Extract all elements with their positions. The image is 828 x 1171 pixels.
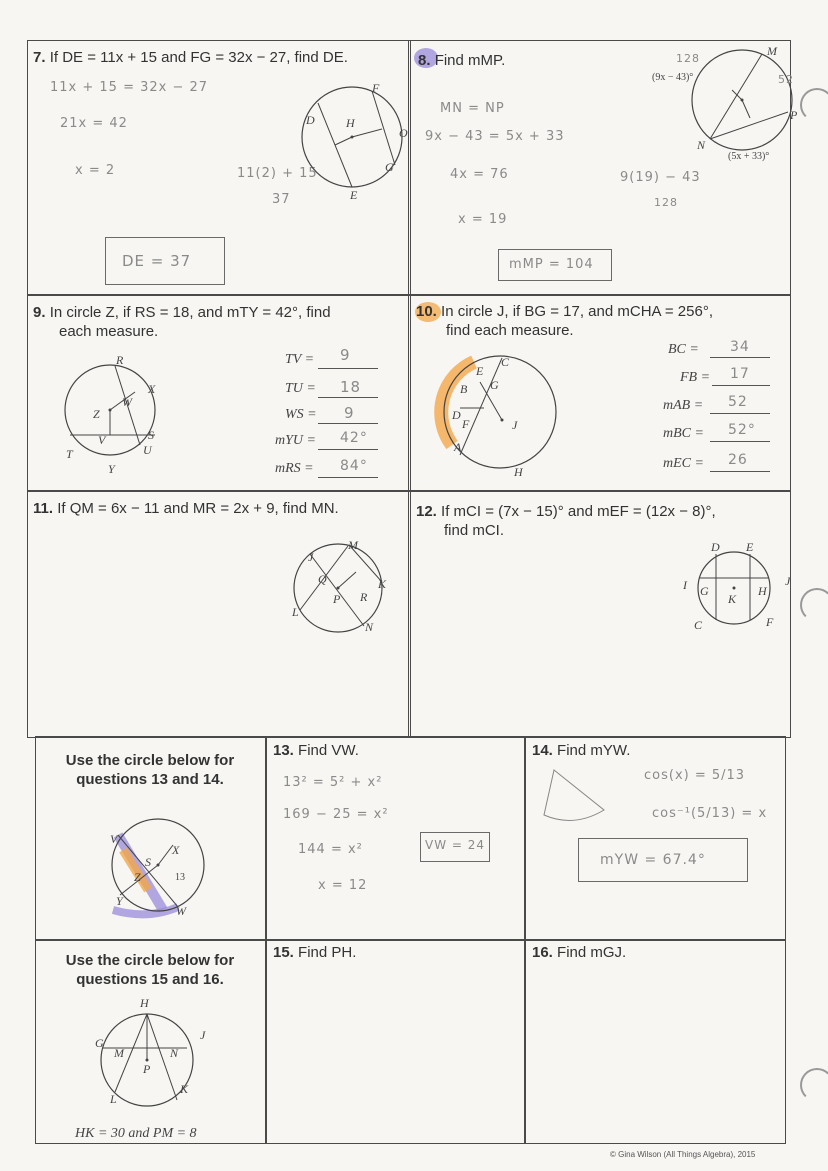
q15-label-k: K — [180, 1082, 189, 1096]
q16-number: 16. — [532, 944, 553, 961]
q9-row-4-label: mYU = — [275, 433, 316, 448]
q7-label-e: E — [350, 188, 358, 202]
q10-row-5-label: mEC = — [663, 456, 704, 471]
q7-work-4: 11(2) + 15 — [237, 166, 318, 181]
q8-answer: mMP = 104 — [509, 257, 594, 272]
q14-prompt — [532, 741, 630, 760]
q8-label-arc1: (9x − 43)° — [652, 72, 694, 83]
q9-text-2: each measure. — [59, 323, 159, 340]
q9-row-4-answer: 42° — [340, 430, 368, 446]
q8-work-1: MN = NP — [440, 101, 505, 116]
q7-text: If DE = 11x + 15 and FG = 32x − 27, find DE. — [49, 49, 348, 66]
q10-row-5-line — [710, 471, 770, 472]
q8-text: Find mMP. — [434, 52, 506, 69]
q9-label-u: U — [143, 443, 152, 457]
q11-number: 11. — [33, 500, 54, 517]
q8-label-n: N — [697, 138, 706, 152]
q9-label-r: R — [116, 353, 124, 367]
q13-work-4: x = 12 — [318, 878, 368, 893]
shared-13-14-prompt — [60, 751, 240, 789]
q8-arc-note-2: 52 — [778, 73, 794, 86]
q7-number: 7. — [33, 49, 46, 66]
q9-row-5-label: mRS = — [275, 461, 314, 476]
q13-work-1: 13² = 5² + x² — [283, 775, 383, 790]
q13-work-2: 169 − 25 = x² — [283, 807, 389, 822]
q13-label-w: W — [176, 904, 186, 918]
q10-row-1-label: BC = — [668, 342, 699, 357]
q12-label-k: K — [728, 592, 737, 606]
q7-prompt — [33, 48, 348, 67]
q10-row-3-answer: 52 — [728, 394, 748, 410]
q7-label-o: O — [399, 126, 408, 140]
q13-answer: VW = 24 — [425, 838, 486, 852]
binder-hole-top — [800, 88, 828, 122]
q8-work-4: x = 19 — [458, 212, 508, 227]
q7-work-5: 37 — [272, 192, 291, 207]
q11-text: If QM = 6x − 11 and MR = 2x + 9, find MN. — [57, 500, 339, 517]
q10-number: 10. — [416, 303, 437, 320]
q15-label-g: G — [95, 1036, 104, 1050]
q7-circle-diagram — [300, 75, 410, 200]
q15-label-m: M — [114, 1046, 124, 1060]
q10-row-4-line — [710, 441, 770, 442]
q10-label-j: J — [512, 418, 518, 432]
q15-prompt — [273, 943, 356, 962]
q15-label-l: L — [110, 1092, 117, 1106]
q9-label-x: X — [148, 382, 156, 396]
q9-row-5-answer: 84° — [340, 458, 368, 474]
q11-label-r: R — [360, 590, 368, 604]
q10-row-3-line — [710, 413, 770, 414]
q8-label-arc2: (5x + 33)° — [728, 151, 770, 162]
q15-given: HK = 30 and PM = 8 — [75, 1126, 197, 1141]
q14-number: 14. — [532, 742, 553, 759]
q11-label-p: P — [333, 592, 341, 606]
q9-label-v: V — [98, 433, 106, 447]
q9-number: 9. — [33, 304, 46, 321]
q10-text-2: find each measure. — [446, 322, 574, 339]
q10-row-1-answer: 34 — [730, 339, 750, 355]
q12-number: 12. — [416, 503, 437, 520]
q9-row-2-label: TU = — [285, 381, 316, 396]
q15-label-p: P — [143, 1062, 151, 1076]
q9-row-1-line — [318, 368, 378, 369]
q14-work-1: cos(x) = 5/13 — [644, 768, 746, 783]
q10-label-e: E — [476, 364, 484, 378]
q13-number: 13. — [273, 742, 294, 759]
q10-row-2-answer: 17 — [730, 366, 750, 382]
q7-label-h: H — [346, 116, 355, 130]
q12-label-i: I — [683, 578, 687, 592]
q10-row-2-label: FB = — [680, 370, 711, 385]
shared-15-16-text-1: Use the circle below for — [65, 952, 235, 969]
q8-label-p: P — [790, 108, 798, 122]
q13-label-s: S — [145, 855, 151, 869]
q11-label-m: M — [348, 538, 358, 552]
q8-label-m: M — [767, 44, 777, 58]
q9-label-s: S — [148, 428, 154, 442]
q8-work-5: 9(19) − 43 — [620, 170, 701, 185]
q8-work-6: 128 — [654, 196, 678, 209]
q13-text: Find VW. — [298, 742, 359, 759]
q12-label-c: C — [694, 618, 703, 632]
q10-label-c: C — [501, 355, 510, 369]
q10-label-g: G — [490, 378, 499, 392]
q15-label-h: H — [140, 996, 149, 1010]
q7-answer: DE = 37 — [122, 252, 192, 270]
shared-13-14-text-2: questions 13 and 14. — [76, 771, 224, 788]
q13-14-circle-diagram — [108, 815, 208, 920]
q15-label-j: J — [200, 1028, 206, 1042]
q9-row-3-line — [318, 423, 378, 424]
q11-prompt — [33, 499, 339, 518]
q12-label-f: F — [766, 615, 774, 629]
q9-label-t: T — [66, 447, 73, 461]
q7-label-d: D — [306, 113, 315, 127]
q9-row-2-answer: 18 — [340, 378, 362, 396]
q9-row-5-line — [318, 477, 378, 478]
shared-13-14-text-1: Use the circle below for — [65, 752, 235, 769]
q10-label-d: D — [452, 408, 461, 422]
q10-label-b: B — [460, 382, 468, 396]
q10-row-3-label: mAB = — [663, 398, 704, 413]
q12-text-2: find mCI. — [444, 522, 505, 539]
q10-label-a: A — [454, 440, 462, 454]
q13-work-3: 144 = x² — [298, 842, 363, 857]
q13-label-v: V — [110, 832, 118, 846]
q12-label-h: H — [758, 584, 767, 598]
q15-label-n: N — [170, 1046, 179, 1060]
q9-row-3-answer: 9 — [344, 404, 355, 422]
q15-text: Find PH. — [298, 944, 357, 961]
q9-label-y: Y — [108, 462, 115, 476]
binder-hole-bottom — [800, 1068, 828, 1102]
q9-prompt — [33, 303, 331, 341]
q8-circle-diagram — [690, 42, 800, 162]
q13-label-y: Y — [116, 894, 123, 908]
q10-prompt — [416, 302, 713, 340]
q13-label-x: X — [172, 843, 180, 857]
q16-prompt — [532, 943, 626, 962]
q11-label-l: L — [292, 605, 299, 619]
binder-hole-middle — [800, 588, 828, 622]
q11-circle-diagram — [290, 540, 390, 640]
q7-label-f: F — [372, 81, 380, 95]
q11-label-q: Q — [318, 572, 327, 586]
q8-arc-note-1: 128 — [676, 52, 700, 65]
q10-row-4-label: mBC = — [663, 426, 704, 441]
q13-label-z: Z — [134, 870, 141, 884]
q10-row-2-line — [712, 385, 770, 386]
q14-text: Find mYW. — [557, 742, 631, 759]
q9-label-z: Z — [93, 407, 100, 421]
q12-label-d: D — [711, 540, 720, 554]
shared-15-16-prompt — [60, 951, 240, 989]
q9-text-1: In circle Z, if RS = 18, and mTY = 42°, find — [49, 304, 331, 321]
q9-circle-diagram — [60, 360, 180, 470]
q12-text-1: If mCI = (7x − 15)° and mEF = (12x − 8)°, — [441, 503, 716, 520]
q12-label-g: G — [700, 584, 709, 598]
q12-prompt — [416, 502, 716, 540]
q9-label-w: W — [122, 395, 132, 409]
q7-work-1: 11x + 15 = 32x − 27 — [50, 80, 209, 95]
q11-label-k: K — [378, 577, 387, 591]
q11-label-n: N — [365, 620, 374, 634]
q10-row-4-answer: 52° — [728, 422, 756, 438]
q8-work-2: 9x − 43 = 5x + 33 — [425, 129, 565, 144]
q9-row-4-line — [318, 449, 378, 450]
q11-label-j: J — [308, 550, 314, 564]
shared-15-16-text-2: questions 15 and 16. — [76, 971, 224, 988]
q10-row-1-line — [710, 357, 770, 358]
q10-row-5-answer: 26 — [728, 452, 748, 468]
q9-row-1-label: TV = — [285, 352, 315, 367]
q12-label-e: E — [746, 540, 754, 554]
q9-row-2-line — [318, 397, 378, 398]
q8-work-3: 4x = 76 — [450, 167, 509, 182]
q14-sketch — [534, 760, 624, 830]
q7-work-3: x = 2 — [75, 163, 116, 178]
cell-q15 — [265, 939, 526, 1144]
q14-answer: mYW = 67.4° — [600, 852, 706, 868]
cell-q16 — [524, 939, 786, 1144]
q7-work-2: 21x = 42 — [60, 116, 128, 131]
q14-work-2: cos⁻¹(5/13) = x — [652, 806, 768, 821]
q9-row-1-answer: 9 — [340, 346, 351, 364]
q7-label-g: G — [385, 160, 394, 174]
q16-text: Find mGJ. — [557, 944, 627, 961]
q10-label-h: H — [514, 465, 523, 479]
q8-number: 8. — [418, 52, 431, 69]
q10-text-1: In circle J, if BG = 17, and mCHA = 256°, — [441, 303, 713, 320]
q12-label-j: J — [785, 574, 791, 588]
q9-row-3-label: WS = — [285, 407, 317, 422]
q13-prompt — [273, 741, 359, 760]
q13-label-13: 13 — [175, 872, 185, 883]
q10-label-f: F — [462, 417, 470, 431]
q8-prompt — [418, 51, 505, 70]
copyright-footer: © Gina Wilson (All Things Algebra), 2015 — [610, 1150, 756, 1159]
q15-number: 15. — [273, 944, 294, 961]
